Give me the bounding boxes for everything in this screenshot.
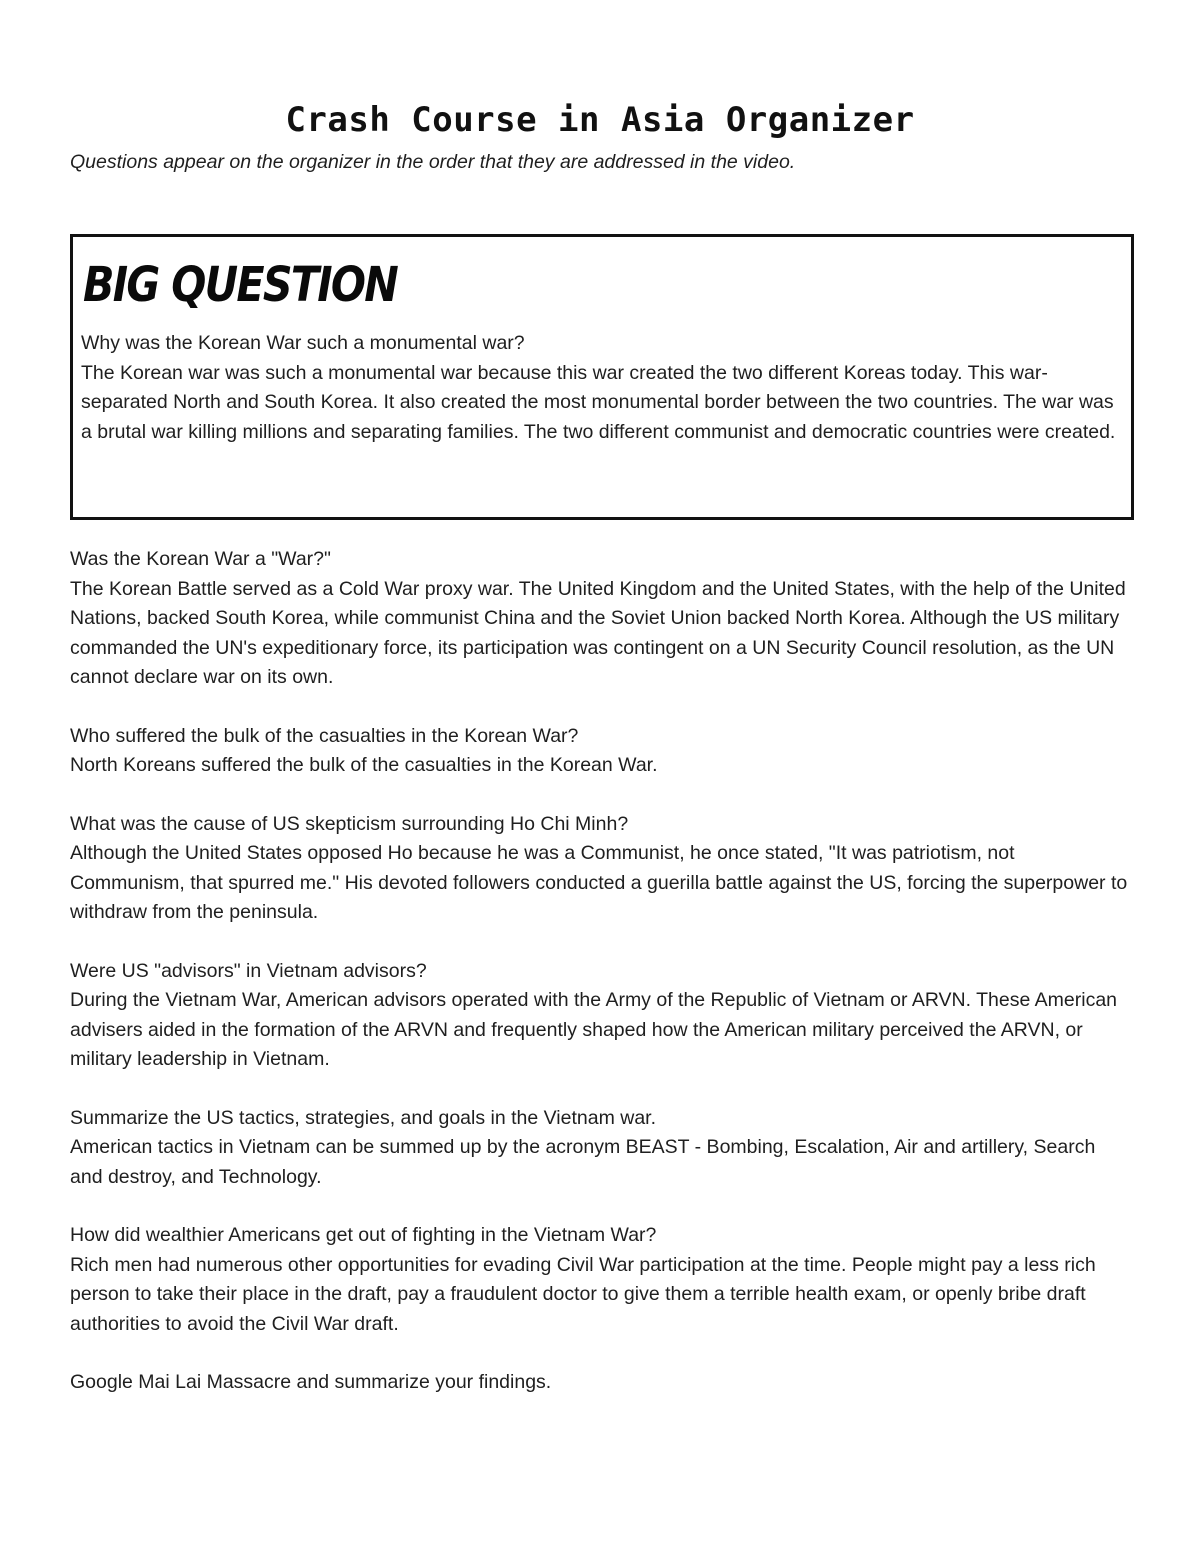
answer-text[interactable]: During the Vietnam War, American advisors operated with the Army of the Republic of Vietnam or ARVN. These American advisers aided in the formation of the ARVN and frequently shaped how the American military perceived the ARVN, or military leadership in Vietnam. xyxy=(70,989,1118,1070)
qa-item-6 xyxy=(70,1221,1130,1339)
page-title: Crash Course in Asia Organizer xyxy=(285,100,915,140)
big-question-text: Why was the Korean War such a monumental war? xyxy=(81,332,525,354)
answer-text[interactable]: Rich men had numerous other opportunities for evading Civil War participation at the time. People might pay a less rich person to take their place in the draft, pay a fraudulent doctor to give them a terrible health exam, or openly bribe draft authorities to avoid the Civil War draft. xyxy=(70,1253,1096,1335)
qa-item-3 xyxy=(70,810,1130,928)
answer-text[interactable]: North Koreans suffered the bulk of the casualties in the Korean War. xyxy=(70,754,658,776)
page-subtitle: Questions appear on the organizer in the order that they are addressed in the video. xyxy=(70,151,796,173)
answer-text[interactable]: The Korean Battle served as a Cold War proxy war. The United Kingdom and the United States, with the help of the United Nations, backed South Korea, while communist China and the Soviet Union backed North Korea. Although the US military commanded the UN's expeditionary force, its participation was contingent on a UN Security Council resolution, as the UN cannot declare war on its own. xyxy=(70,577,1126,688)
big-question-heading: BIG QUESTION xyxy=(83,257,398,313)
qa-item-1 xyxy=(70,545,1130,693)
question-text: Summarize the US tactics, strategies, and goals in the Vietnam war. xyxy=(70,1106,656,1129)
qa-item-4 xyxy=(70,957,1130,1075)
answer-text[interactable]: Although the United States opposed Ho because he was a Communist, he once stated, "It was patriotism, not Communism, that spurred me." His devoted followers conducted a guerilla battle against the US, forcing the superpower to withdraw from the peninsula. xyxy=(70,842,1128,923)
question-text: Were US "advisors" in Vietnam advisors? xyxy=(70,959,427,982)
question-text: Who suffered the bulk of the casualties in the Korean War? xyxy=(70,724,579,747)
question-answer-list xyxy=(70,545,1130,1427)
question-text: Was the Korean War a "War?" xyxy=(70,548,331,570)
qa-item-7 xyxy=(70,1368,1130,1398)
question-text: What was the cause of US skepticism surrounding Ho Chi Minh? xyxy=(70,812,629,835)
big-question-box xyxy=(70,234,1134,520)
big-question-answer[interactable]: The Korean war was such a monumental war because this war created the two different Koreas today. This war-separated North and South Korea. It also created the most monumental border between the two countries. The war was a brutal war killing millions and separating families. The two different communist and democratic countries were created. xyxy=(81,361,1116,444)
answer-text[interactable]: American tactics in Vietnam can be summed up by the acronym BEAST - Bombing, Escalation, Air and artillery, Search and destroy, and Technology. xyxy=(70,1136,1096,1188)
question-text: How did wealthier Americans get out of fighting in the Vietnam War? xyxy=(70,1224,657,1246)
question-text: Google Mai Lai Massacre and summarize your findings. xyxy=(70,1371,552,1393)
qa-item-2 xyxy=(70,722,1130,781)
qa-item-5 xyxy=(70,1104,1130,1193)
big-question-body xyxy=(81,329,1121,448)
